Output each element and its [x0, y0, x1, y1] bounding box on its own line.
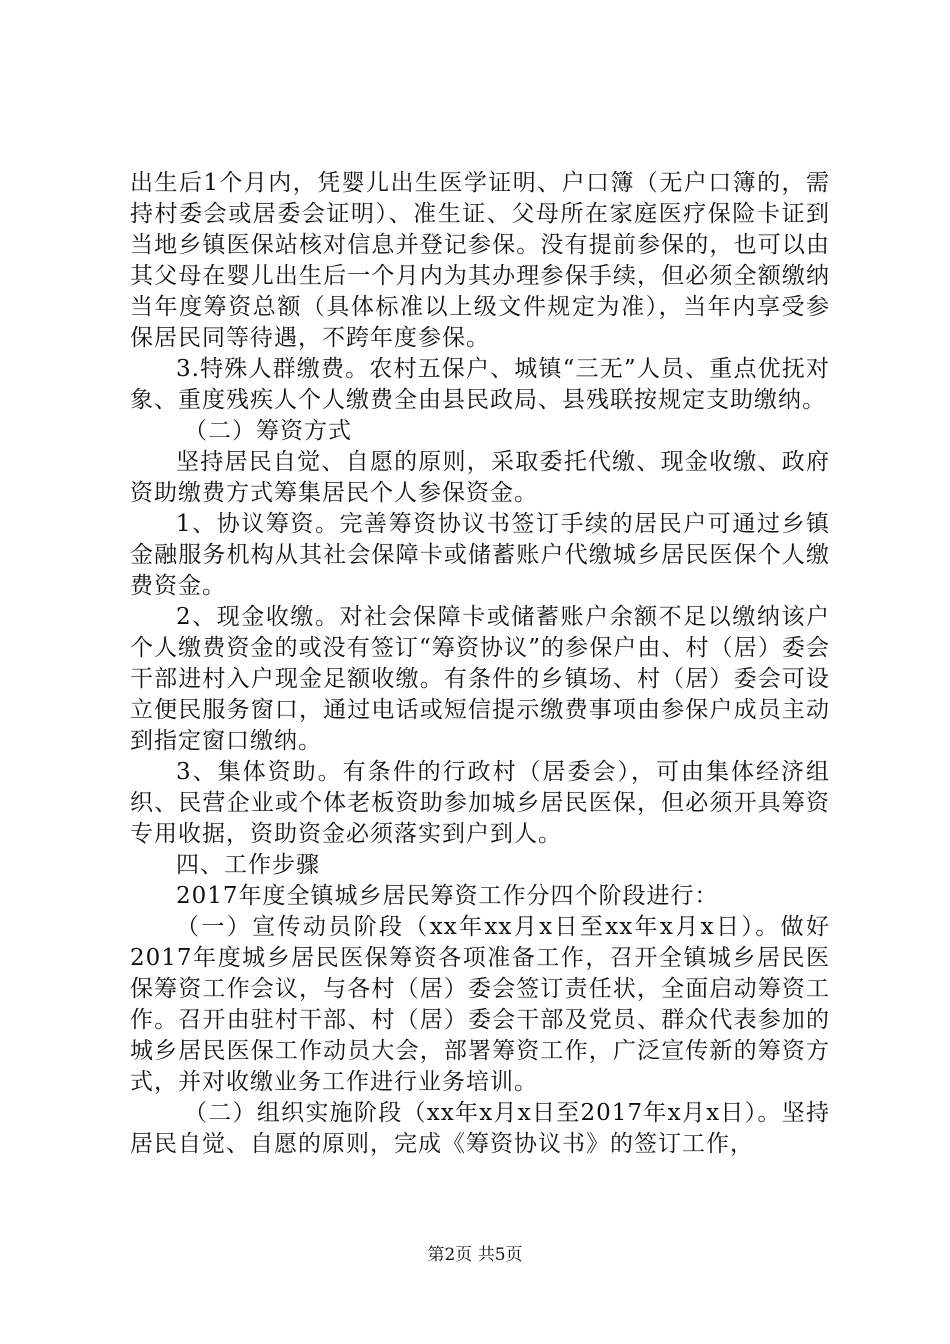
paragraph-collective-funding: 3、集体资助。有条件的行政村（居委会），可由集体经济组织、民营企业或个体老板资助参加城乡居民医保，但必须开具筹资专用收据，资助资金必须落实到户到人。: [130, 759, 830, 847]
document-body: [130, 168, 830, 1160]
paragraph-funding-principle: 坚持居民自觉、自愿的原则，采取委托代缴、现金收缴、政府资助缴费方式筹集居民个人参保资金。: [130, 449, 830, 506]
paragraph-agreement-funding: 1、协议筹资。完善筹资协议书签订手续的居民户可通过乡镇金融服务机构从其社会保障卡或储蓄账户代缴城乡居民医保个人缴费资金。: [130, 511, 830, 599]
page-indicator: 第2页 共5页: [427, 1245, 523, 1265]
heading-work-steps: 四、工作步骤: [176, 852, 320, 878]
paragraph-special-groups: 3.特殊人群缴费。农村五保户、城镇“三无”人员、重点优抚对象、重度残疾人个人缴费全由县民政局、县残联按规定支助缴纳。: [130, 356, 830, 413]
paragraph-newborn-enrollment: 出生后1个月内，凭婴儿出生医学证明、户口簿（无户口簿的，需持村委会或居委会证明）、准生证、父母所在家庭医疗保险卡证到当地乡镇医保站核对信息并登记参保。没有提前参保的，也可以由其父母在婴儿出生后一个月内为其办理参保手续，但必须全额缴纳当年度筹资总额（具体标准以上级文件规定为准），当年内享受参保居民同等待遇，不跨年度参保。: [130, 170, 830, 351]
heading-funding-method: （二）筹资方式: [184, 418, 352, 444]
paragraph-stages-intro: 2017年度全镇城乡居民筹资工作分四个阶段进行：: [176, 883, 719, 909]
paragraph-cash-collection: 2、现金收缴。对社会保障卡或储蓄账户余额不足以缴纳该户个人缴费资金的或没有签订“筹资协议”的参保户由、村（居）委会干部进村入户现金足额收缴。有条件的乡镇场、村（居）委会可设立便民服务窗口，通过电话或短信提示缴费事项由参保户成员主动到指定窗口缴纳。: [130, 604, 830, 754]
paragraph-stage-two: （二）组织实施阶段（xx年x月x日至2017年x月x日）。坚持居民自觉、自愿的原则，完成《筹资协议书》的签订工作，: [130, 1100, 830, 1157]
page-footer: [0, 1244, 950, 1266]
paragraph-stage-one: （一）宣传动员阶段（xx年xx月x日至xx年x月x日）。做好2017年度城乡居民医保筹资各项准备工作，召开全镇城乡居民医保筹资工作会议，与各村（居）委会签订责任状，全面启动筹资工作。召开由驻村干部、村（居）委会干部及党员、群众代表参加的城乡居民医保工作动员大会，部署筹资工作，广泛宣传新的筹资方式，并对收缴业务工作进行业务培训。: [130, 914, 830, 1095]
